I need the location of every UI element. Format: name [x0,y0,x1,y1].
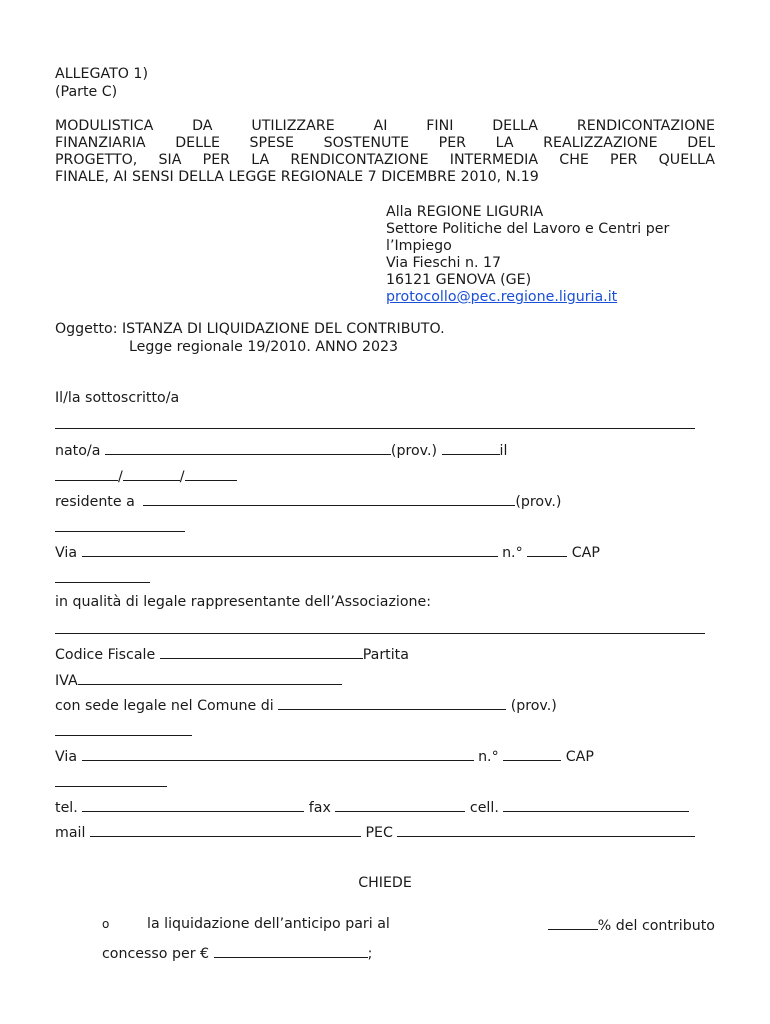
percent-field[interactable] [548,916,598,930]
cell-label: cell. [469,800,499,816]
sede-label: con sede legale nel Comune di [55,698,274,714]
date-slash: / [118,469,123,485]
residence-row [55,492,561,511]
intro-line-2: FINANZIARIA DELLE SPESE SOSTENUTE PER LA REALIZZAZIONE DEL [55,135,715,151]
option-1-text-c: concesso per € [102,946,210,962]
iva-row [55,671,342,690]
partita-label: Partita [362,647,409,663]
pec-field[interactable] [397,823,695,837]
recipient-line-3: l’Impiego [386,238,452,254]
option-1-text-b: % del contributo [597,918,715,934]
recipient-address [386,204,746,306]
sede-via-label: Via [55,749,78,765]
qualita-label: in qualità di legale rappresentante dell’Associazione: [55,594,432,610]
option-1-line-2 [102,944,372,963]
chiede-title: CHIEDE [358,875,412,891]
mail-label: mail [55,825,86,841]
il-label: il [499,443,508,459]
recipient-line-4: Via Fieschi n. 17 [386,255,502,271]
codice-fiscale-field[interactable] [160,645,363,659]
residence-field[interactable] [143,492,515,506]
tel-label: tel. [55,800,78,816]
subject-line-2: Legge regionale 19/2010. ANNO 2023 [129,339,399,355]
recipient-line-1: Alla REGIONE LIGURIA [386,204,544,220]
sede-via-field[interactable] [82,747,474,761]
residence-prov-field[interactable] [55,518,185,537]
birth-prov-field[interactable] [442,441,500,455]
recipient-line-5: 16121 GENOVA (GE) [386,272,532,288]
birth-month-field[interactable] [123,467,180,481]
cap-label: CAP [571,545,600,561]
cap-field[interactable] [55,569,150,588]
date-slash: / [179,469,185,485]
nato-label: nato/a [55,443,101,459]
option-bullet[interactable] [102,916,109,932]
sede-via-row [55,747,594,766]
sede-number-label: n.° [478,749,499,765]
intro-line-3: PROGETTO, SIA PER LA RENDICONTAZIONE INTERMEDIA CHE PER QUELLA [55,152,715,168]
intro-line-4: FINALE, AI SENSI DELLA LEGGE REGIONALE 7 DICEMBRE 2010, N.19 [55,169,539,185]
bullet-icon: o [102,917,110,931]
sede-prov-field[interactable] [55,722,192,741]
recipient-line-2: Settore Politiche del Lavoro e Centri per [386,221,670,237]
birthplace-field[interactable] [105,441,391,455]
parte-label: (Parte C) [55,84,118,100]
tel-field[interactable] [82,798,304,812]
cell-field[interactable] [503,798,689,812]
iva-field[interactable] [78,671,342,685]
residente-label: residente a [55,494,135,510]
option-1-end: ; [367,946,373,962]
birth-day-field[interactable] [55,467,118,481]
option-1-text-a: la liquidazione dell’anticipo pari al [147,916,390,932]
name-field[interactable] [55,415,695,434]
intro-paragraph [55,118,715,186]
mail-row [55,823,695,842]
association-field[interactable] [55,620,705,639]
number-label: n.° [502,545,523,561]
via-row [55,543,600,562]
mail-field[interactable] [90,823,361,837]
iva-label: IVA [55,673,78,689]
contact-row [55,798,689,817]
birthdate-row [55,467,237,486]
fax-label: fax [308,800,331,816]
allegato-label: ALLEGATO 1) [55,66,148,82]
sede-cap-label: CAP [565,749,594,765]
sede-field[interactable] [278,696,506,710]
intro-line-1: MODULISTICA DA UTILIZZARE AI FINI DELLA RENDICONTAZIONE [55,118,715,134]
sede-prov-label: (prov.) [510,698,557,714]
birth-year-field[interactable] [185,467,237,481]
sede-row [55,696,557,715]
codice-fiscale-row [55,645,409,664]
option-1-line-1 [147,916,715,935]
amount-field[interactable] [214,944,368,958]
sede-cap-field[interactable] [55,773,167,792]
birth-row [55,441,507,460]
pec-label: PEC [365,825,393,841]
recipient-email-link[interactable]: protocollo@pec.regione.liguria.it [386,289,618,305]
via-label: Via [55,545,78,561]
prov-label: (prov.) [390,443,438,459]
via-field[interactable] [82,543,498,557]
sottoscritto-label: Il/la sottoscritto/a [55,390,180,406]
subject-line-1: Oggetto: ISTANZA DI LIQUIDAZIONE DEL CONTRIBUTO. [55,321,445,337]
number-field[interactable] [527,543,567,557]
codice-fiscale-label: Codice Fiscale [55,647,156,663]
fax-field[interactable] [335,798,465,812]
sede-number-field[interactable] [503,747,561,761]
prov-label: (prov.) [515,494,562,510]
